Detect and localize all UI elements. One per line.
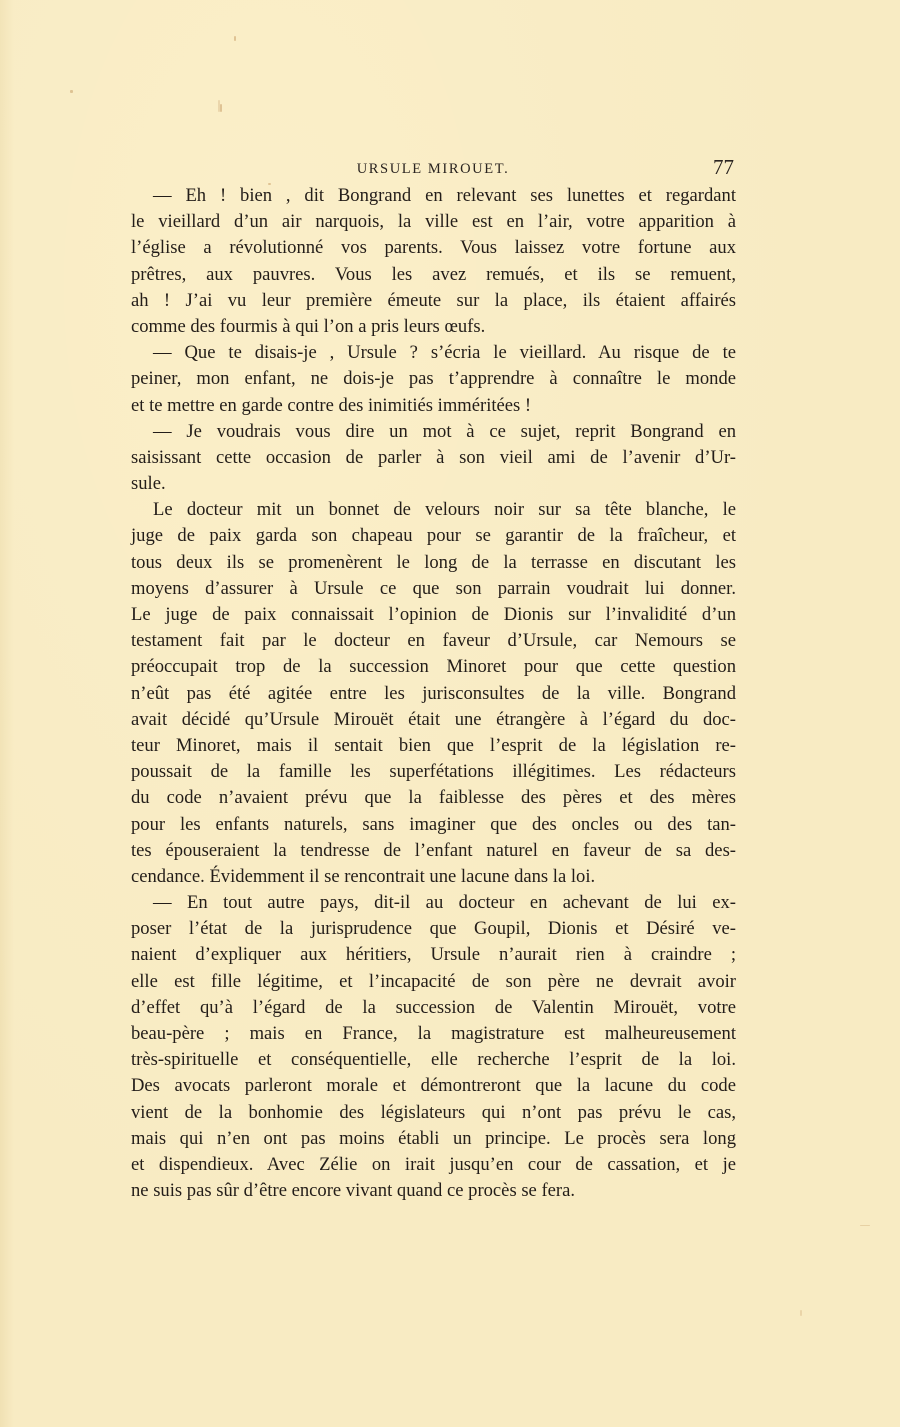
text-line: mais qui n’en ont pas moins établi un principe. Le procès sera long — [131, 1127, 736, 1149]
text-line: très-spirituelle et conséquentielle, elle recherche l’esprit de la loi. — [131, 1049, 736, 1071]
text-line: moyens d’assurer à Ursule ce que son parrain voudrait lui donner. — [131, 577, 736, 599]
text-line: du code n’avaient prévu que la faiblesse des pères et des mères — [131, 787, 736, 809]
text-line: Le docteur mit un bonnet de velours noir sur sa tête blanche, le — [153, 499, 736, 521]
paragraph — [131, 419, 736, 498]
paper-speck — [234, 36, 236, 41]
text-line: préoccupait trop de la succession Minoret pour que cette question — [131, 656, 736, 678]
text-line: n’eût pas été agitée entre les jurisconsultes de la ville. Bongrand — [131, 682, 736, 704]
text-line: pour les enfants naturels, sans imaginer que des oncles ou des tan- — [131, 813, 736, 835]
text-line: ah ! J’ai vu leur première émeute sur la place, ils étaient affairés — [131, 289, 736, 311]
text-line: peiner, mon enfant, ne dois-je pas t’apprendre à connaître le monde — [131, 368, 736, 390]
paper-speck — [268, 183, 271, 185]
text-line: et dispendieux. Avec Zélie on irait jusqu’en cour de cassation, et je — [131, 1153, 736, 1175]
page-number: 77 — [713, 155, 734, 179]
text-line: sule. — [131, 473, 166, 495]
text-line: prêtres, aux pauvres. Vous les avez remués, et ils se remuent, — [131, 263, 736, 285]
text-line: saisissant cette occasion de parler à son vieil ami de l’avenir d’Ur- — [131, 446, 736, 468]
text-line: naient d’expliquer aux héritiers, Ursule n’aurait rien à craindre ; — [131, 944, 736, 966]
text-line: — Eh ! bien , dit Bongrand en relevant ses lunettes et regardant — [153, 185, 736, 206]
text-line: beau-père ; mais en France, la magistrature est malheureusement — [131, 1023, 736, 1044]
text-line: juge de paix garda son chapeau pour se garantir de la fraîcheur, et — [131, 525, 736, 547]
paper-speck — [220, 104, 222, 112]
paragraph — [131, 340, 736, 419]
paper-speck — [860, 1225, 870, 1226]
text-line: d’effet qu’à l’égard de la succession de Valentin Mirouët, votre — [131, 996, 736, 1018]
text-line: vient de la bonhomie des législateurs qui n’ont pas prévu le cas, — [131, 1101, 736, 1123]
text-line: cendance. Évidemment il se rencontrait une lacune dans la loi. — [131, 865, 596, 887]
text-line: Des avocats parleront morale et démontreront que la lacune du code — [131, 1075, 736, 1097]
text-line: poser l’état de la jurisprudence que Goupil, Dionis et Désiré ve- — [131, 918, 736, 940]
paper-speck — [70, 90, 73, 93]
text-line: testament fait par le docteur en faveur d’Ursule, car Nemours se — [131, 630, 736, 652]
body-text — [131, 183, 736, 1204]
paper-speck — [800, 1310, 802, 1316]
text-line: ne suis pas sûr d’être encore vivant quand ce procès se fera. — [131, 1180, 575, 1202]
text-line: tous deux ils se promenèrent le long de la terrasse en discutant les — [131, 551, 736, 573]
text-line: avait décidé qu’Ursule Mirouët était une étrangère à l’égard du doc- — [131, 708, 736, 730]
text-line: elle est fille légitime, et l’incapacité de son père ne devrait avoir — [131, 970, 736, 992]
paragraph — [131, 497, 736, 890]
running-title: URSULE MIROUET. — [356, 161, 510, 177]
text-line: — Je voudrais vous dire un mot à ce sujet, reprit Bongrand en — [153, 420, 736, 442]
text-line: le vieillard d’un air narquois, la ville est en l’air, votre apparition à — [131, 211, 736, 233]
paragraph — [131, 183, 736, 340]
text-line: — En tout autre pays, dit-il au docteur en achevant de lui ex- — [153, 892, 736, 914]
text-line: poussait de la famille les superfétations illégitimes. Les rédacteurs — [131, 761, 736, 783]
text-line: tes épouseraient la tendresse de l’enfant naturel en faveur de sa des- — [131, 839, 736, 861]
text-line: comme des fourmis à qui l’on a pris leurs œufs. — [131, 315, 486, 337]
running-head — [130, 157, 736, 183]
text-line: l’église a révolutionné vos parents. Vous laissez votre fortune aux — [131, 237, 736, 259]
text-line: et te mettre en garde contre des inimitiés imméritées ! — [131, 394, 532, 416]
text-line: Le juge de paix connaissait l’opinion de Dionis sur l’invalidité d’un — [131, 604, 736, 625]
paragraph — [131, 890, 736, 1204]
text-line: teur Minoret, mais il sentait bien que l’esprit de la législation re- — [131, 734, 736, 756]
text-line: — Que te disais-je , Ursule ? s’écria le vieillard. Au risque de te — [153, 342, 736, 364]
